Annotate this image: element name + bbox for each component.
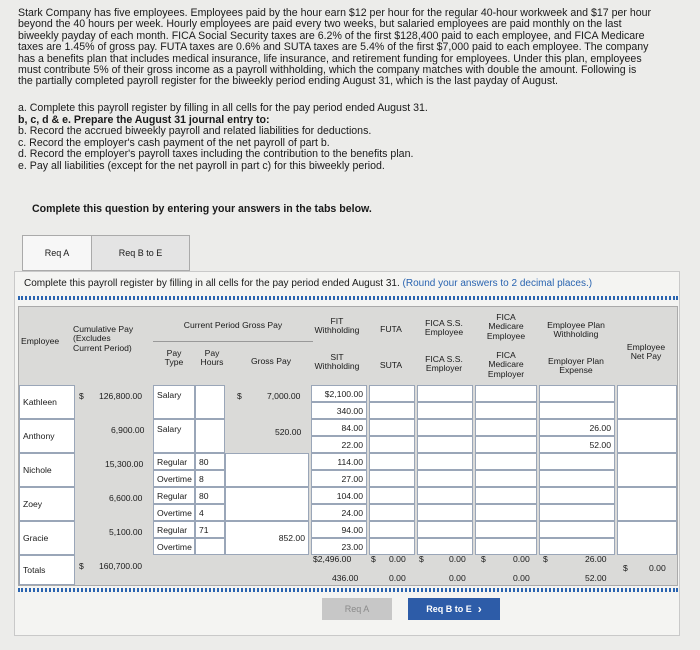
cumulative-gracie: 5,100.00: [109, 527, 143, 537]
gross-pay-input-zoey[interactable]: [225, 487, 309, 521]
header-fica-medicare-employee: FICA Medicare Employee: [486, 312, 526, 341]
net-pay-input-zoey[interactable]: [617, 487, 677, 521]
totals-dollar: $: [79, 561, 84, 571]
problem-statement: [18, 8, 690, 88]
chevron-right-icon: ›: [477, 602, 482, 616]
net-pay-input-gracie[interactable]: [617, 521, 677, 555]
fica-med-emp-input-anthony[interactable]: [475, 419, 537, 436]
fica-ss-er-input-zoey[interactable]: [417, 504, 473, 521]
suta-input-kathleen[interactable]: [369, 402, 415, 419]
gross-pay-input-nichole[interactable]: [225, 453, 309, 487]
totals-fica-med-dollar: $: [481, 554, 486, 564]
pay-hours-zoey-regular: 80: [195, 487, 225, 504]
employee-name-anthony: Anthony: [19, 419, 75, 453]
totals-net-pay: 0.00: [649, 563, 666, 573]
fit-gracie: 94.00: [311, 521, 367, 538]
header-futa: FUTA: [380, 324, 402, 334]
dotted-divider-bottom: [18, 588, 678, 592]
fica-med-er-input-zoey[interactable]: [475, 504, 537, 521]
employee-name-gracie: Gracie: [19, 521, 75, 555]
suta-input-anthony[interactable]: [369, 436, 415, 453]
totals-fica-med-er: 0.00: [513, 573, 530, 583]
fica-ss-er-input-anthony[interactable]: [417, 436, 473, 453]
payroll-register: [18, 306, 678, 586]
pay-type-gracie-overtime: Overtime: [153, 538, 195, 555]
cumulative-zoey: 6,600.00: [109, 493, 143, 503]
header-employee-plan-withholding: Employee Plan Withholding: [547, 320, 605, 340]
plan-wh-input-nichole[interactable]: [539, 453, 615, 470]
next-label: Req B to E: [426, 604, 472, 614]
sit-nichole: 27.00: [311, 470, 367, 487]
plan-exp-input-kathleen[interactable]: [539, 402, 615, 419]
header-pay-type: Pay Type: [164, 348, 184, 368]
futa-input-anthony[interactable]: [369, 419, 415, 436]
pay-type-gracie-regular: Regular: [153, 521, 195, 538]
task-bce: b, c, d & e. Prepare the August 31 journal entry to:: [18, 113, 270, 126]
employee-name-kathleen: Kathleen: [19, 385, 75, 419]
part-instruction-text: Complete this payroll register by filling in all cells for the pay period ended August 31.: [24, 278, 400, 289]
net-pay-input-anthony[interactable]: [617, 419, 677, 453]
net-pay-input-nichole[interactable]: [617, 453, 677, 487]
totals-label: Totals: [19, 555, 75, 585]
pay-type-kathleen: Salary: [153, 385, 195, 419]
gross-pay-gracie[interactable]: 852.00: [225, 521, 309, 555]
futa-input-nichole[interactable]: [369, 453, 415, 470]
sit-zoey: 24.00: [311, 504, 367, 521]
plan-wh-input-kathleen[interactable]: [539, 385, 615, 402]
fica-med-er-input-kathleen[interactable]: [475, 402, 537, 419]
futa-input-zoey[interactable]: [369, 487, 415, 504]
header-fica-ss-employer: FICA S.S. Employer: [425, 354, 463, 374]
intro-line: beyond the 40 hours per week. Hourly employees are paid every two weeks, but salaried employees are paid monthly on the last: [18, 18, 622, 31]
fica-ss-emp-input-zoey[interactable]: [417, 487, 473, 504]
fica-med-er-input-gracie[interactable]: [475, 538, 537, 555]
totals-futa-dollar: $: [371, 554, 376, 564]
task-list: [18, 103, 690, 173]
next-req-b-to-e-button[interactable]: [408, 598, 500, 620]
task-c: c. Record the employer's cash payment of the net payroll of part b.: [18, 136, 330, 149]
pay-hours-anthony[interactable]: [195, 419, 225, 453]
futa-input-kathleen[interactable]: [369, 385, 415, 402]
tab-bar: [22, 235, 190, 271]
fit-anthony: 84.00: [311, 419, 367, 436]
fica-ss-er-input-kathleen[interactable]: [417, 402, 473, 419]
fit-nichole: 114.00: [311, 453, 367, 470]
totals-fica-ss-dollar: $: [419, 554, 424, 564]
header-employer-plan-expense: Employer Plan Expense: [548, 356, 604, 376]
totals-fica-ss-er: 0.00: [449, 573, 466, 583]
intro-line: the partially completed payroll register for the biweekly period ending August 31, which is the last payday of August.: [18, 75, 559, 88]
header-fit: FIT Withholding: [314, 316, 360, 336]
tab-req-b-to-e[interactable]: Req B to E: [92, 235, 190, 271]
totals-fica-ss-emp: 0.00: [449, 554, 466, 564]
pay-type-nichole-regular: Regular: [153, 453, 195, 470]
header-fica-ss-employee: FICA S.S. Employee: [424, 318, 464, 338]
task-a: a. Complete this payroll register by filling in all cells for the pay period ended August 31.: [18, 102, 428, 114]
fica-med-emp-input-kathleen[interactable]: [475, 385, 537, 402]
pay-hours-gracie-overtime[interactable]: [195, 538, 225, 555]
pay-hours-nichole-overtime: 8: [195, 470, 225, 487]
intro-line: Stark Company has five employees. Employees paid by the hour earn $12 per hour for the regular 40-hour workweek and $17 per hour: [18, 7, 652, 19]
suta-input-zoey[interactable]: [369, 504, 415, 521]
totals-fit: $2,496.00: [313, 554, 352, 564]
pay-hours-gracie-regular: 71: [195, 521, 225, 538]
fica-med-er-input-anthony[interactable]: [475, 436, 537, 453]
fica-ss-er-input-gracie[interactable]: [417, 538, 473, 555]
fica-ss-emp-input-anthony[interactable]: [417, 419, 473, 436]
sit-gracie: 23.00: [311, 538, 367, 555]
header-fica-medicare-employer: FICA Medicare Employer: [487, 350, 525, 379]
plan-exp-input-nichole[interactable]: [539, 470, 615, 487]
plan-exp-input-zoey[interactable]: [539, 504, 615, 521]
intro-line: must contribute 5% of their gross income as a payroll withholding, which the company matches with double the amount. Following is: [18, 64, 637, 77]
fica-ss-emp-input-kathleen[interactable]: [417, 385, 473, 402]
totals-net-dollar: $: [623, 563, 628, 573]
bottom-navigation: [322, 598, 518, 622]
header-cumulative: Cumulative Pay (Excludes Current Period): [73, 324, 134, 353]
totals-plan-exp: 52.00: [585, 573, 607, 583]
cumulative-kathleen: 126,800.00: [99, 391, 143, 401]
fica-ss-emp-input-gracie[interactable]: [417, 521, 473, 538]
pay-hours-nichole-regular: 80: [195, 453, 225, 470]
totals-futa: 0.00: [389, 554, 406, 564]
intro-line: biweekly payday of each month. FICA Social Security taxes are 6.2% of the first $128,400 paid to each employee, and FICA Medicare: [18, 29, 645, 42]
sit-anthony: 22.00: [311, 436, 367, 453]
employee-name-zoey: Zoey: [19, 487, 75, 521]
totals-sit: 436.00: [332, 573, 359, 583]
totals-plan-wh: 26.00: [585, 554, 607, 564]
net-pay-input-kathleen[interactable]: [617, 385, 677, 419]
suta-input-gracie[interactable]: [369, 538, 415, 555]
plan-exp-input-gracie[interactable]: [539, 538, 615, 555]
plan-exp-anthony[interactable]: 52.00: [539, 436, 615, 453]
pay-type-zoey-regular: Regular: [153, 487, 195, 504]
fit-kathleen: $2,100.00: [311, 385, 367, 402]
task-d: d. Record the employer's payroll taxes including the contribution to the benefits plan.: [18, 148, 414, 161]
pay-type-nichole-overtime: Overtime: [153, 470, 195, 487]
fica-ss-er-input-nichole[interactable]: [417, 470, 473, 487]
pay-hours-zoey-overtime: 4: [195, 504, 225, 521]
totals-cumulative: 160,700.00: [99, 561, 143, 571]
tab-req-a[interactable]: Req A: [22, 235, 92, 271]
fica-med-emp-input-zoey[interactable]: [475, 487, 537, 504]
fica-ss-emp-input-nichole[interactable]: [417, 453, 473, 470]
header-suta: SUTA: [379, 360, 403, 370]
header-employee: Employee: [21, 336, 60, 346]
header-net-pay: Employee Net Pay: [626, 342, 666, 362]
prev-label: Req A: [344, 604, 370, 614]
intro-line: has a benefits plan that includes medical insurance, life insurance, and retirement funding for employees. Under this plan, employees: [18, 52, 642, 65]
futa-input-gracie[interactable]: [369, 521, 415, 538]
prev-req-a-button[interactable]: [322, 598, 392, 620]
dotted-divider-top: [18, 296, 678, 300]
totals-fica-med-emp: 0.00: [513, 554, 530, 564]
intro-line: taxes are 1.45% of gross pay. FUTA taxes are 0.6% and SUTA taxes are 5.4% of the first $7,000 paid to each employee. The company: [18, 41, 649, 54]
fit-zoey: 104.00: [311, 487, 367, 504]
rounding-note: (Round your answers to 2 decimal places.): [402, 278, 593, 289]
gross-pay-kathleen: 7,000.00: [267, 391, 301, 401]
part-instruction: [24, 278, 592, 289]
header-underline: [153, 341, 313, 342]
gross-pay-anthony: 520.00: [275, 427, 302, 437]
totals-suta: 0.00: [389, 573, 406, 583]
plan-wh-input-zoey[interactable]: [539, 487, 615, 504]
task-b: b. Record the accrued biweekly payroll and related liabilities for deductions.: [18, 125, 372, 138]
fica-med-er-input-nichole[interactable]: [475, 470, 537, 487]
dollar-sign: $: [79, 391, 84, 401]
pay-type-zoey-overtime: Overtime: [153, 504, 195, 521]
fica-med-emp-input-gracie[interactable]: [475, 521, 537, 538]
cumulative-nichole: 15,300.00: [105, 459, 144, 469]
employee-name-nichole: Nichole: [19, 453, 75, 487]
header-current-period-gross: Current Period Gross Pay: [183, 320, 283, 330]
plan-wh-anthony[interactable]: 26.00: [539, 419, 615, 436]
sit-kathleen: 340.00: [311, 402, 367, 419]
pay-type-anthony: Salary: [153, 419, 195, 453]
pay-hours-kathleen[interactable]: [195, 385, 225, 419]
cumulative-anthony: 6,900.00: [111, 425, 145, 435]
task-e: e. Pay all liabilities (except for the net payroll in part c) for this biweekly period.: [18, 159, 385, 172]
suta-input-nichole[interactable]: [369, 470, 415, 487]
plan-wh-input-gracie[interactable]: [539, 521, 615, 538]
gross-dollar-kathleen: $: [237, 391, 242, 401]
tabs-instruction: Complete this question by entering your answers in the tabs below.: [32, 203, 372, 215]
fica-med-emp-input-nichole[interactable]: [475, 453, 537, 470]
header-gross-pay: Gross Pay: [250, 356, 292, 366]
totals-plan-dollar: $: [543, 554, 548, 564]
header-sit: SIT Withholding: [314, 352, 360, 372]
header-pay-hours: Pay Hours: [200, 348, 224, 368]
